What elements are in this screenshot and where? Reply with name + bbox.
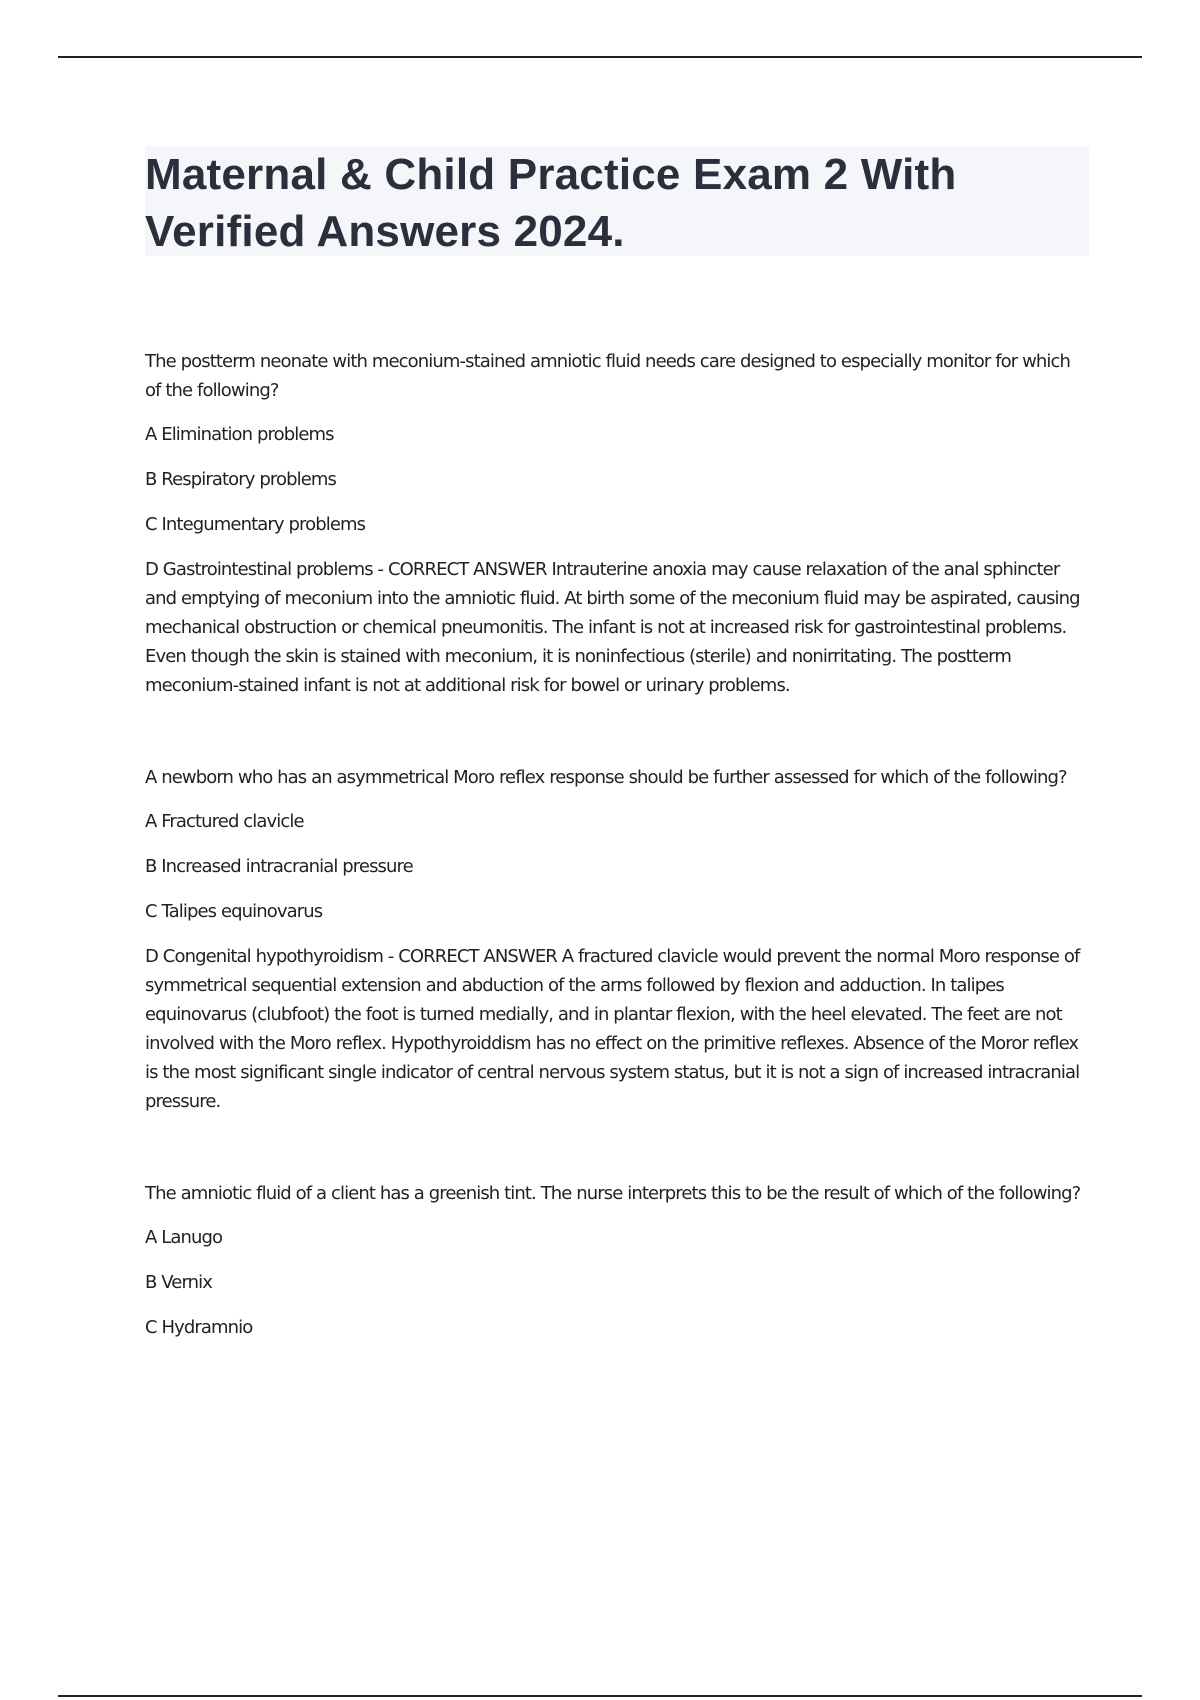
question-list — [145, 347, 1089, 1342]
answer-option-a: A Lanugo — [145, 1227, 223, 1248]
header-rule — [58, 56, 1142, 58]
question-stem: The postterm neonate with meconium-stained amniotic fluid needs care designed to especially monitor for which of the following? — [145, 351, 1071, 401]
answer-option-a: A Elimination problems — [145, 424, 334, 445]
question-stem: The amniotic fluid of a client has a greenish tint. The nurse interprets this to be the result of which of the following? — [145, 1183, 1081, 1204]
document-title: Maternal & Child Practice Exam 2 With Verified Answers 2024. — [145, 150, 957, 256]
question-2 — [145, 763, 1089, 1116]
answer-option-c: C Talipes equinovarus — [145, 901, 323, 922]
question-3 — [145, 1179, 1089, 1342]
answer-option-b: B Vernix — [145, 1272, 213, 1293]
answer-option-b: B Respiratory problems — [145, 469, 336, 490]
answer-option-a: A Fractured clavicle — [145, 811, 304, 832]
question-1 — [145, 347, 1089, 700]
answer-option-d-explanation: D Congenital hypothyroidism - CORRECT ANSWER A fractured clavicle would prevent the normal Moro response of symmetrical sequential extension and abduction of the arms followed by flexion and adduction. In talipes equinovarus (clubfoot) the foot is turned medially, and in plantar flexion, with the heel elevated. The feet are not involved with the Moro reflex. Hypothyroiddism has no effect on the primitive reflexes. Absence of the Moror reflex is the most significant single indicator of central nervous system status, but it is not a sign of increased intracranial pressure. — [145, 946, 1080, 1112]
answer-option-c: C Integumentary problems — [145, 514, 366, 535]
answer-option-d-explanation: D Gastrointestinal problems - CORRECT ANSWER Intrauterine anoxia may cause relaxation of the anal sphincter and emptying of meconium into the amniotic fluid. At birth some of the meconium fluid may be aspirated, causing mechanical obstruction or chemical pneumonitis. The infant is not at increased risk for gastrointestinal problems. Even though the skin is stained with meconium, it is noninfectious (sterile) and nonirritating. The postterm meconium-stained infant is not at additional risk for bowel or urinary problems. — [145, 559, 1080, 696]
page-content — [145, 146, 1089, 1405]
title-block — [145, 146, 1089, 256]
footer-rule — [58, 1695, 1142, 1697]
question-stem: A newborn who has an asymmetrical Moro reflex response should be further assessed for which of the following? — [145, 767, 1067, 788]
answer-option-b: B Increased intracranial pressure — [145, 856, 413, 877]
answer-option-c: C Hydramnio — [145, 1317, 253, 1338]
